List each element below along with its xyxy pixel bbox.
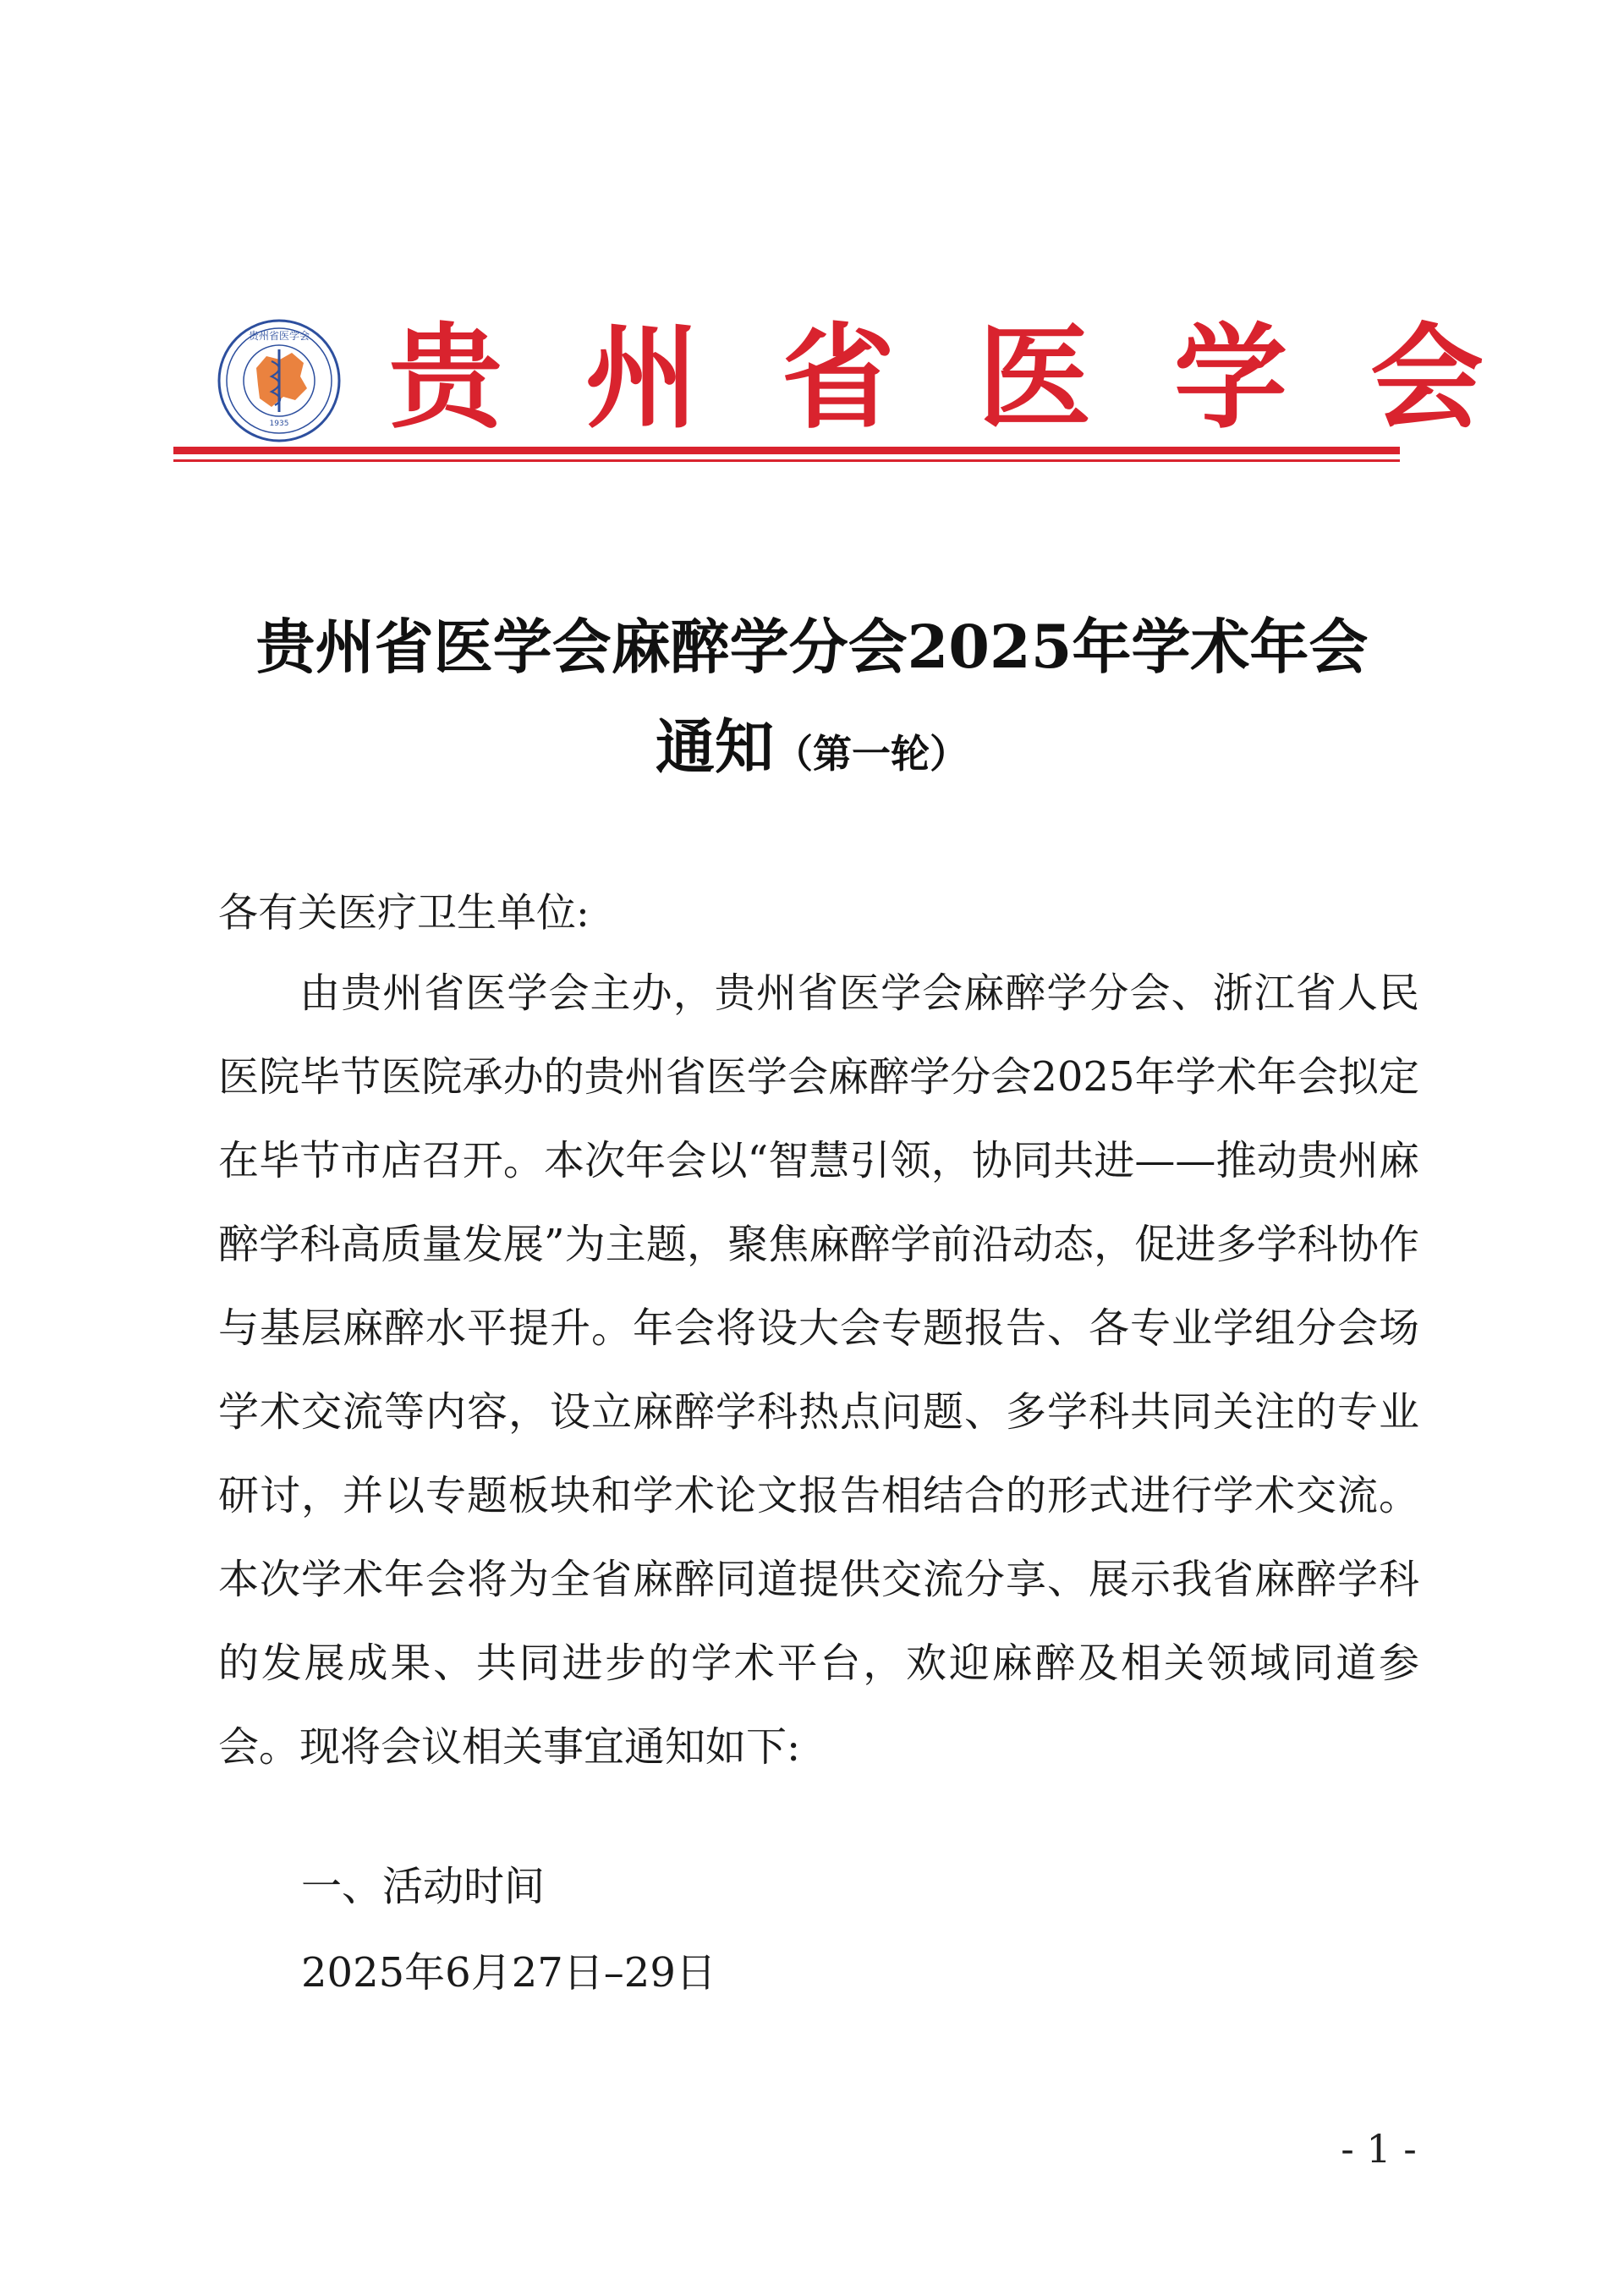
organization-name: 贵州省医学会 — [389, 312, 1567, 444]
svg-text:1935: 1935 — [269, 420, 289, 428]
activity-date: 2025年6月27日–29日 — [301, 1949, 716, 1997]
association-seal-logo — [216, 317, 343, 444]
notice-title — [127, 605, 1497, 789]
letterhead-divider-thin — [173, 459, 1400, 462]
page-number: - 1 - — [1341, 2126, 1417, 2172]
section-heading-activity-time: 一、活动时间 — [301, 1863, 546, 1910]
letterhead — [169, 296, 1567, 465]
letterhead-divider-thick — [173, 447, 1400, 454]
title-round: （第一轮） — [774, 731, 968, 777]
body-paragraph: 由贵州省医学会主办，贵州省医学会麻醉学分会、浙江省人民医院毕节医院承办的贵州省医学会麻醉学分会2025年学术年会拟定在毕节市店召开。本次年会以“智慧引领，协同共进——推动贵州麻醉学科高质量发展”为主题，聚焦麻醉学前沿动态，促进多学科协作与基层麻醉水平提升。年会将设大会专题报告、各专业学组分会场学术交流等内容，设立麻醉学科热点问题、多学科共同关注的专业研讨，并以专题板块和学术论文报告相结合的形式进行学术交流。本次学术年会将为全省麻醉同道提供交流分享、展示我省麻醉学科的发展成果、共同进步的学术平台，欢迎麻醉及相关领域同道参会。现将会议相关事宜通知如下: — [218, 969, 1419, 1771]
title-notice: 通知 — [656, 711, 774, 782]
title-line-2 — [127, 705, 1497, 789]
salutation: 各有关医疗卫生单位: — [218, 890, 590, 937]
title-line-1: 贵州省医学会麻醉学分会2025年学术年会 — [255, 612, 1369, 682]
svg-text:贵州省医学会: 贵州省医学会 — [248, 330, 310, 342]
